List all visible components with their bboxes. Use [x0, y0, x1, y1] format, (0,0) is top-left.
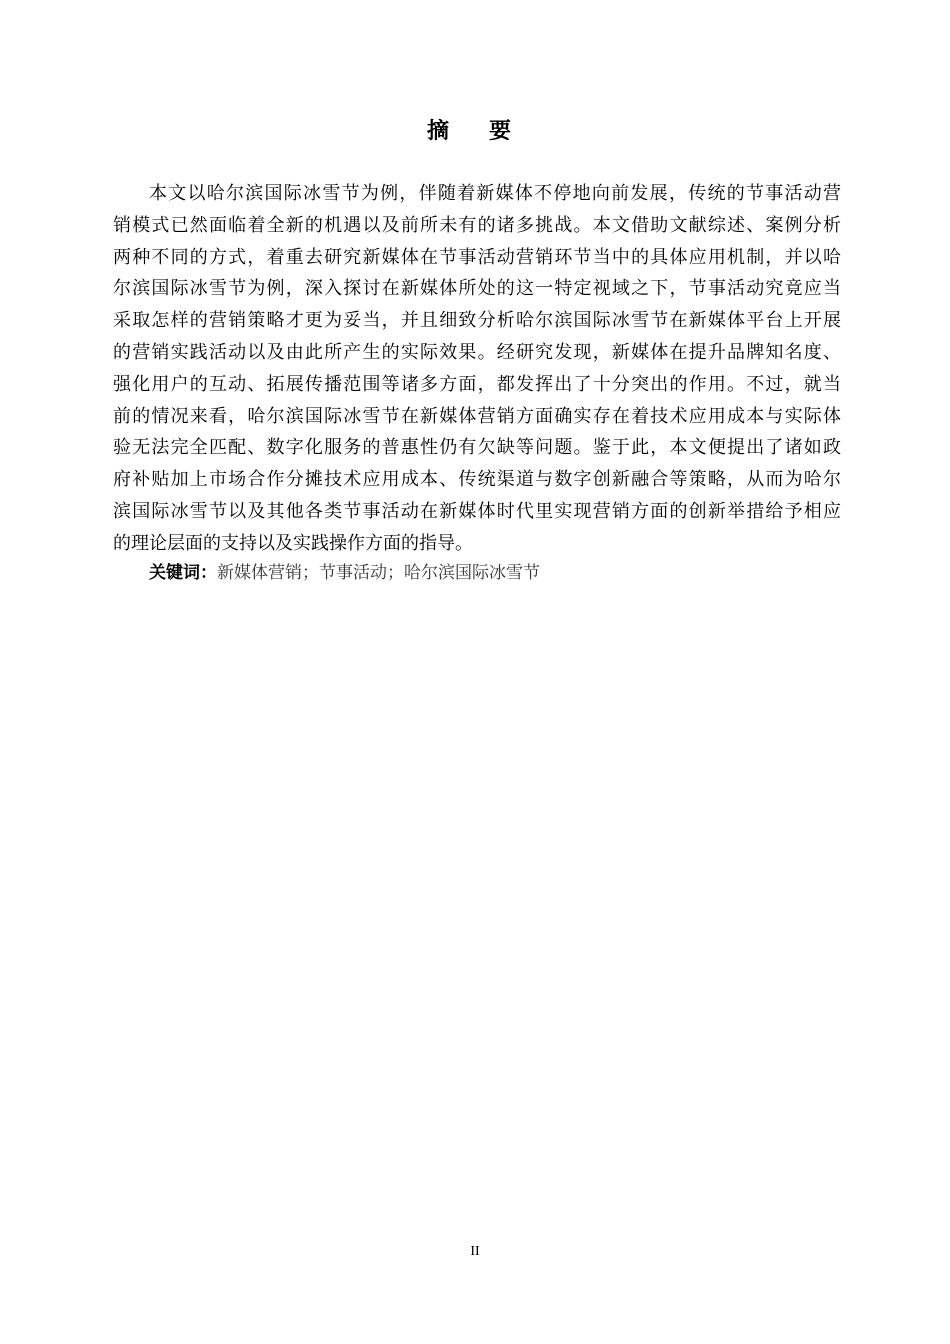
abstract-line: 验无法完全匹配、数字化服务的普惠性仍有欠缺等问题。鉴于此，本文便提出了诸如政 [113, 437, 841, 459]
abstract-line: 本文以哈尔滨国际冰雪节为例，伴随着新媒体不停地向前发展，传统的节事活动营 [149, 183, 841, 204]
abstract-line: 的营销实践活动以及由此所产生的实际效果。经研究发现，新媒体在提升品牌知名度、 [113, 341, 841, 363]
abstract-line: 强化用户的互动、拓展传播范围等诸多方面，都发挥出了十分突出的作用。不过，就当 [113, 373, 841, 395]
abstract-line: 采取怎样的营销策略才更为妥当，并且细致分析哈尔滨国际冰雪节在新媒体平台上开展 [113, 310, 841, 332]
abstract-line: 前的情况来看，哈尔滨国际冰雪节在新媒体营销方面确实存在着技术应用成本与实际体 [113, 405, 841, 427]
abstract-line: 两种不同的方式，着重去研究新媒体在节事活动营销环节当中的具体应用机制，并以哈 [113, 246, 841, 268]
keywords-value: 新媒体营销；节事活动；哈尔滨国际冰雪节 [217, 563, 540, 583]
abstract-line: 销模式已然面临着全新的机遇以及前所未有的诸多挑战。本文借助文献综述、案例分析 [113, 214, 841, 236]
page-number: II [470, 1244, 480, 1259]
keywords [149, 558, 540, 588]
abstract-body [113, 178, 841, 560]
abstract-line: 府补贴加上市场合作分摊技术应用成本、传统渠道与数字创新融合等策略，从而为哈尔 [113, 469, 841, 491]
keywords-label: 关键词： [149, 563, 217, 583]
page-title: 摘要 [426, 119, 551, 144]
abstract-line: 尔滨国际冰雪节为例，深入探讨在新媒体所处的这一特定视域之下，节事活动究竟应当 [113, 278, 841, 300]
abstract-line: 的理论层面的支持以及实践操作方面的指导。 [113, 532, 473, 554]
abstract-line: 滨国际冰雪节以及其他各类节事活动在新媒体时代里实现营销方面的创新举措给予相应 [113, 500, 841, 522]
